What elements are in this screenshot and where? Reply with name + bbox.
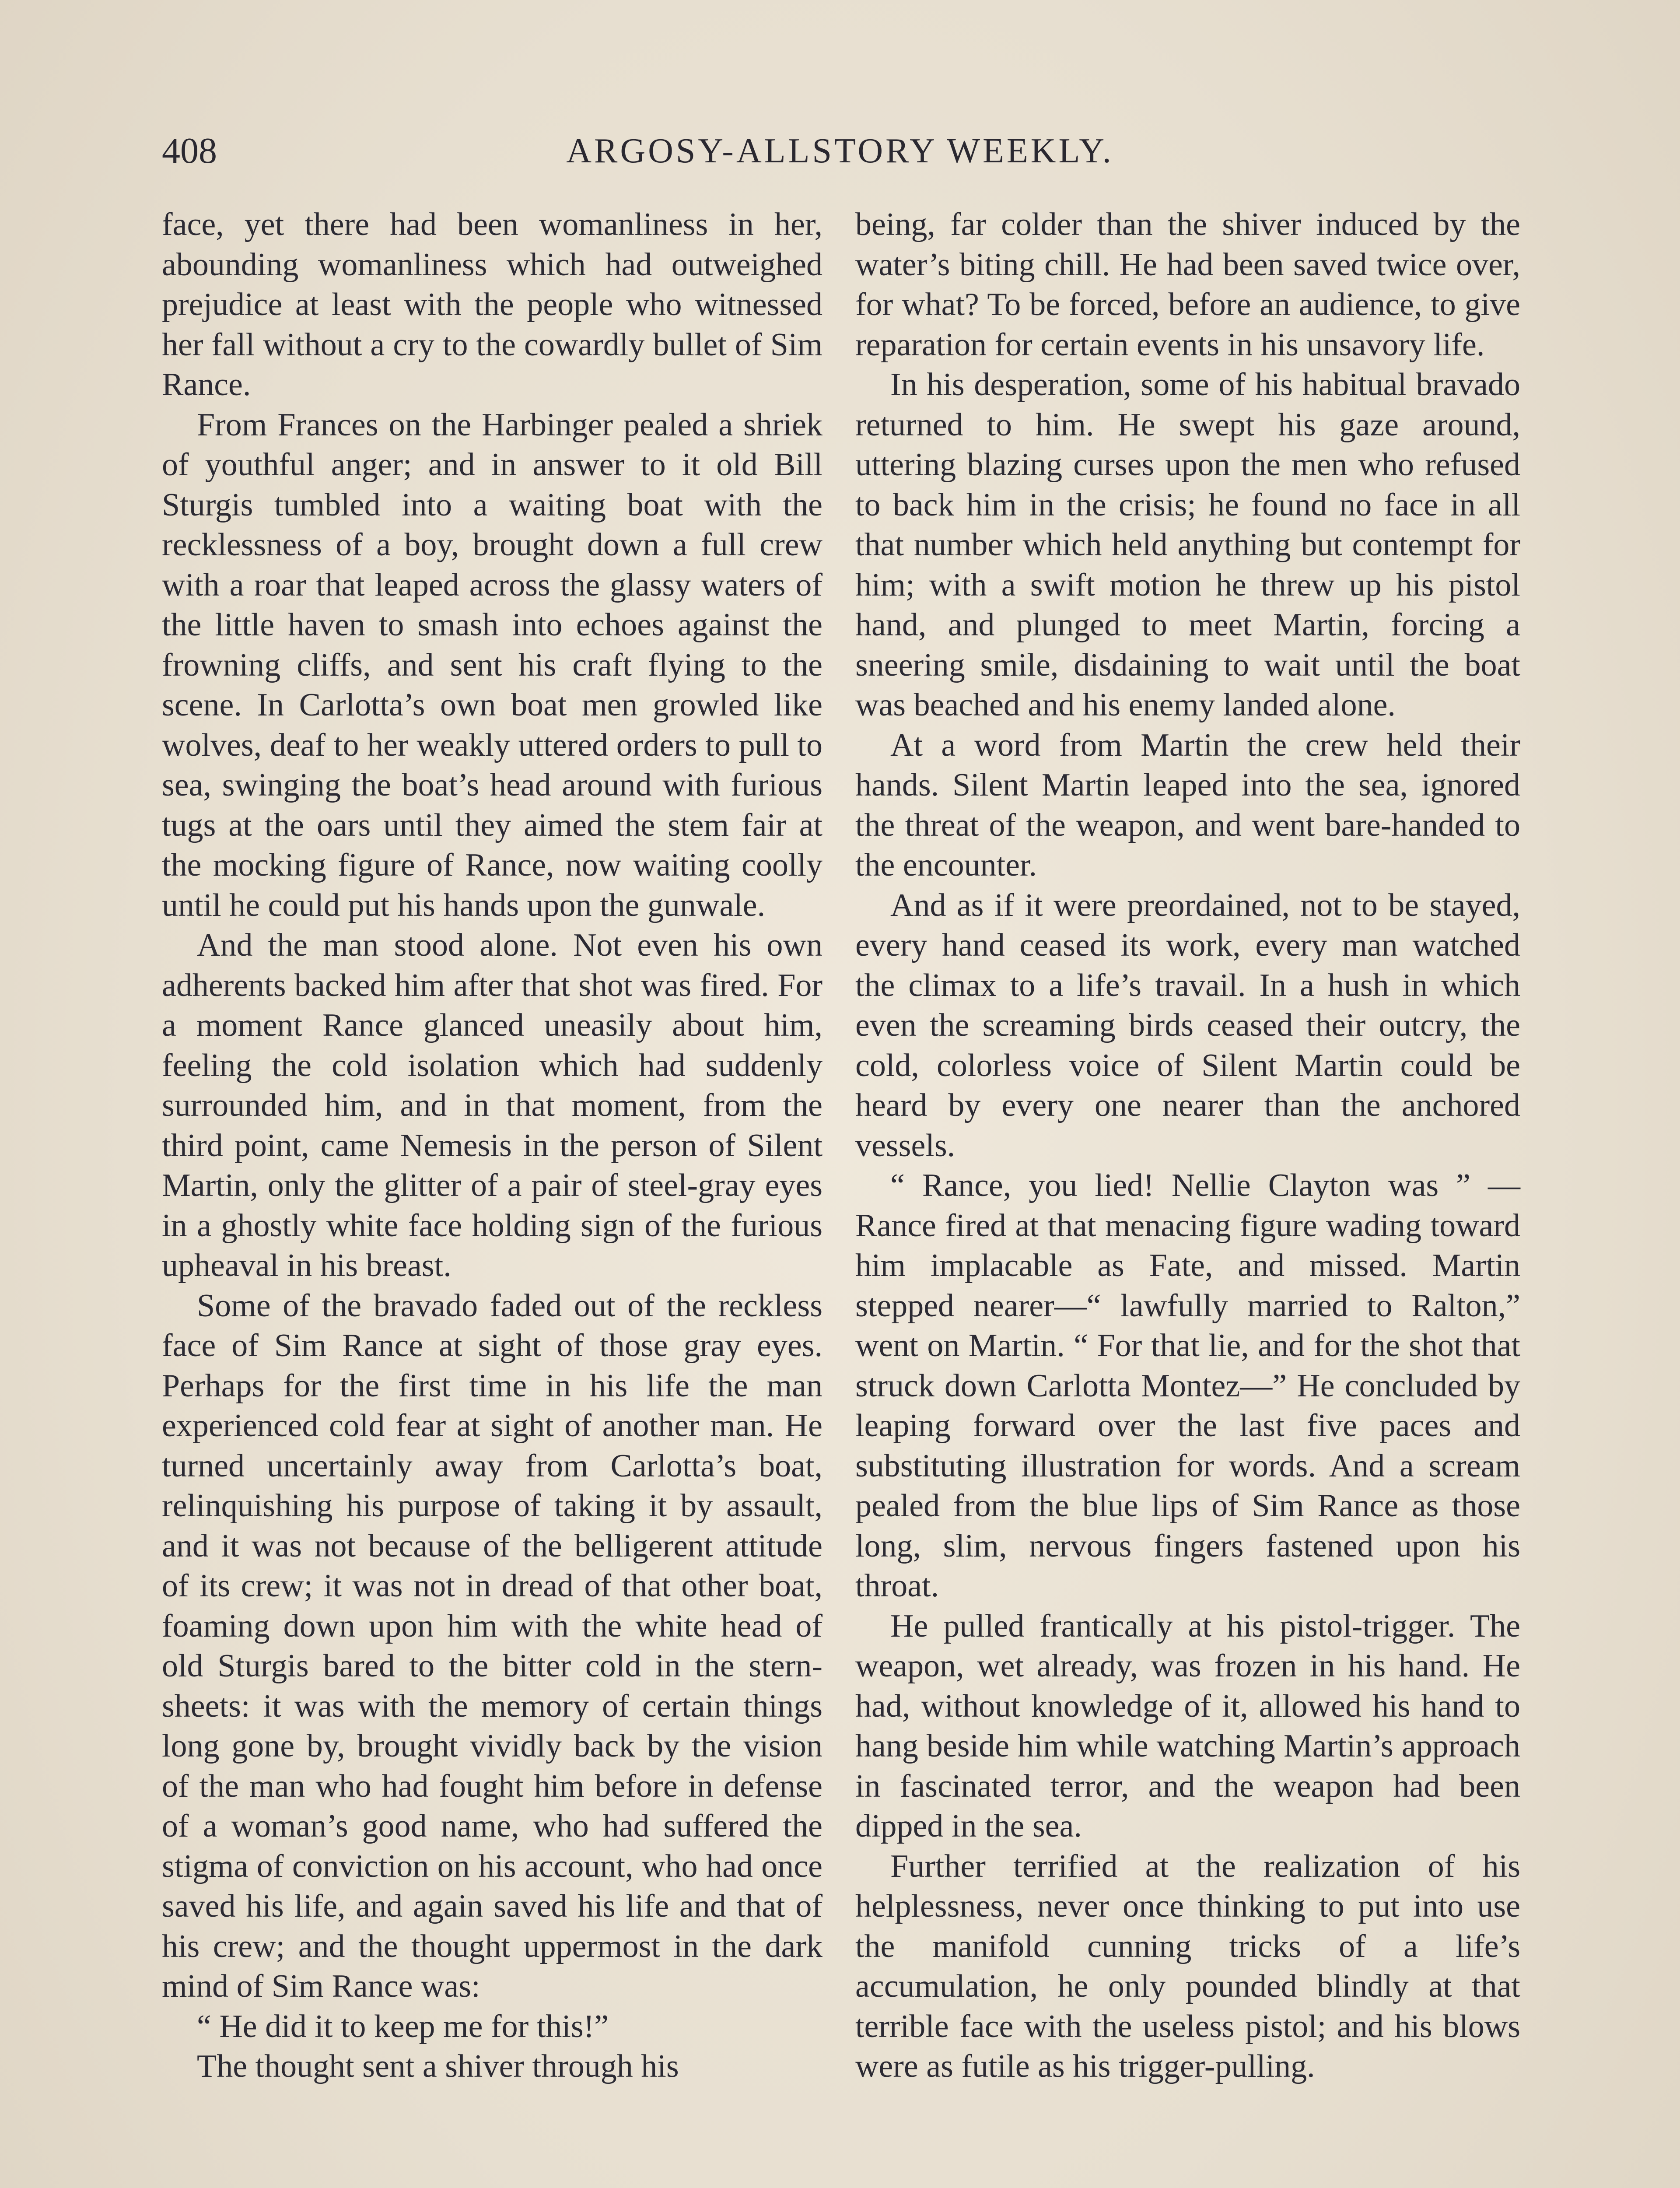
paragraph: From Frances on the Harbinger pealed a shriek of youthful anger; and in answer to it old Bill Sturgis tumbled into a waiting boat with the recklessness of a boy, brought down a full crew with a roar that leaped across the glassy waters of the little haven to smash into echoes against the frowning cliffs, and sent his craft flying to the scene. In Carlotta’s own boat men growled like wolves, deaf to her weakly uttered orders to pull to sea, swinging the boat’s head around with furious tugs at the oars until they aimed the stem fair at the mocking figure of Rance, now waiting coolly until he could put his hands upon the gunwale. — [162, 407, 822, 923]
magazine-title: ARGOSY-ALLSTORY WEEKLY. — [566, 132, 1114, 170]
paragraph: “ Rance, you lied! Nellie Clayton was ” —Rance fired at that menacing figure wading toward him implacable as Fate, and missed. Martin stepped nearer—“ lawfully married to Ralton,” went on Martin. “ For that lie, and for the shot that struck down Carlotta Montez—” He concluded by leaping forward over the last five paces and substituting illustration for words. And a scream pealed from the blue lips of Sim Rance as those long, slim, nervous fingers fastened upon his throat. — [855, 1168, 1520, 1604]
paragraph: And as if it were preordained, not to be stayed, every hand ceased its work, every man watched the climax to a life’s travail. In a hush in which even the screaming birds ceased their outcry, the cold, colorless voice of Silent Martin could be heard by every one nearer than the anchored vessels. — [855, 887, 1520, 1164]
paragraph: “ He did it to keep me for this!” — [197, 2008, 609, 2044]
paragraph: The thought sent a shiver through his — [197, 2048, 679, 2084]
paragraph: At a word from Martin the crew held their hands. Silent Martin leaped into the sea, ignored the threat of the weapon, and went bare-handed to the encounter. — [855, 727, 1520, 883]
right-column — [855, 205, 1520, 2087]
paragraph: And the man stood alone. Not even his own adherents backed him after that shot was fired. For a moment Rance glanced uneasily about him, feeling the cold isolation which had suddenly surrounded him, and in that moment, from the third point, came Nemesis in the person of Silent Martin, only the glitter of a pair of steel-gray eyes in a ghostly white face holding sign of the furious upheaval in his breast. — [162, 927, 822, 1283]
paragraph: In his desperation, some of his habitual bravado returned to him. He swept his gaze around, uttering blazing curses upon the men who refused to back him in the crisis; he found no face in all that number which held anything but contempt for him; with a swift motion he threw up his pistol hand, and plunged to meet Martin, forcing a sneering smile, disdaining to wait until the boat was beached and his enemy landed alone. — [855, 367, 1520, 723]
paragraph: face, yet there had been womanliness in her, abounding womanliness which had outweighed prejudice at least with the people who witnessed her fall without a cry to the cowardly bullet of Sim Rance. — [162, 207, 822, 403]
paragraph: being, far colder than the shiver induced by the water’s biting chill. He had been saved twice over, for what? To be forced, before an audience, to give reparation for certain events in his unsavory life. — [855, 207, 1520, 363]
paragraph: He pulled frantically at his pistol-trigger. The weapon, wet already, was frozen in his hand. He had, without knowledge of it, allowed his hand to hang beside him while watching Martin’s approach in fascinated terror, and the weapon had been dipped in the sea. — [855, 1608, 1520, 1844]
paragraph: Some of the bravado faded out of the reckless face of Sim Rance at sight of those gray eyes. Perhaps for the first time in his life the man experienced cold fear at sight of another man. He turned uncertainly away from Carlotta’s boat, relinquishing his purpose of taking it by assault, and it was not because of the belligerent attitude of its crew; it was not in dread of that other boat, foaming down upon him with the white head of old Sturgis bared to the bitter cold in the stern-sheets: it was with the memory of certain things long gone by, brought vividly back by the vision of the man who had fought him before in defense of a woman’s good name, who had suffered the stigma of conviction on his account, who had once saved his life, and again saved his life and that of his crew; and the thought uppermost in the dark mind of Sim Rance was: — [162, 1287, 822, 2004]
left-column — [162, 205, 822, 2087]
page-header — [162, 125, 1518, 177]
page-number: 408 — [162, 130, 217, 171]
paragraph: Further terrified at the realization of his helplessness, never once thinking to put into use the manifold cunning tricks of a life’s accumulation, he only pounded blindly at that terrible face with the useless pistol; and his blows were as futile as his trigger-pulling. — [855, 1848, 1520, 2084]
